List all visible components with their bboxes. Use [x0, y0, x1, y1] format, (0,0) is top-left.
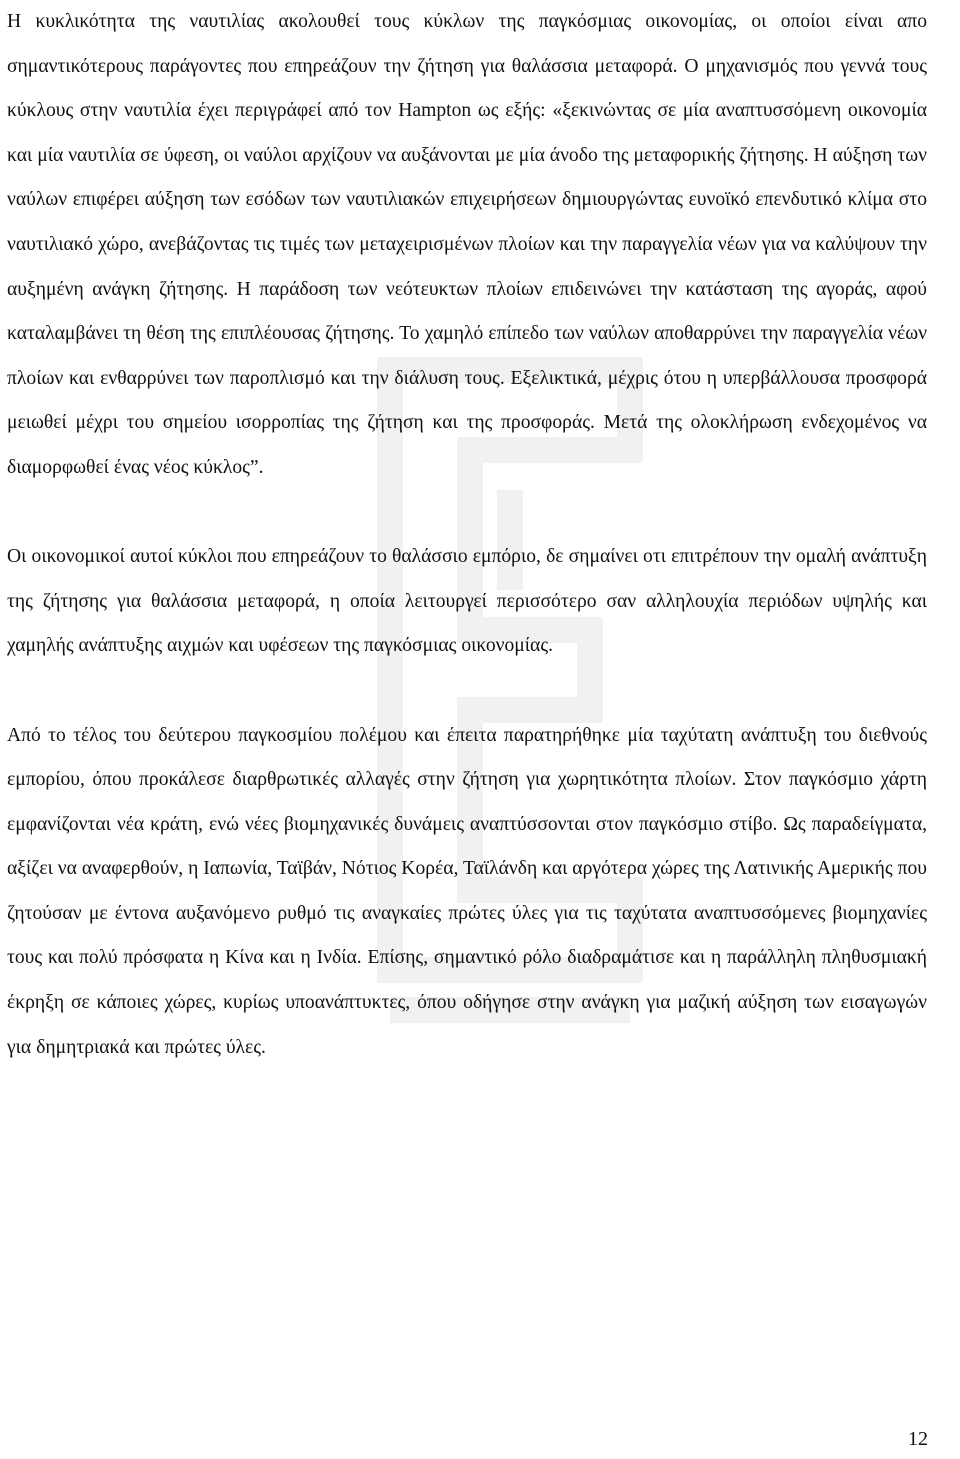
document-body: [7, 0, 927, 1070]
paragraph-economic-cycles: Οι οικονομικοί αυτοί κύκλοι που επηρεάζουν το θαλάσσιο εμπόριο, δε σημαίνει οτι επιτρέπουν την ομαλή ανάπτυξη της ζήτησης για θαλάσσια μεταφορά, η οποία λειτουργεί περισσότερο σαν αλληλουχία περιόδων υψηλής και χαμηλής ανάπτυξης αιχμών και υφέσεων της παγκόσμιας οικονομίας.: [7, 546, 927, 657]
paragraph-shipping-cycles: Η κυκλικότητα της ναυτιλίας ακολουθεί τους κύκλων της παγκόσμιας οικονομίας, οι οποίοι είναι απο σημαντικότερους παράγοντες που επηρεάζουν την ζήτηση για θαλάσσια μεταφορά. Ο μηχανισμός που γεννά τους κύκλους στην ναυτιλία έχει περιγράφεί από τον Hampton ως εξής: «ξεκινώντας σε μία αναπτυσσόμενη οικονομία και μία ναυτιλία σε ύφεση, οι ναύλοι αρχίζουν να αυξάνονται με μία άνοδο της μεταφορικής ζήτησης. Η αύξηση των ναύλων επιφέρει αύξηση των εσόδων των ναυτιλιακών επιχειρήσεων δημιουργώντας ευνοϊκό επενδυτικό κλίμα στο ναυτιλιακό χώρο, ανεβάζοντας τις τιμές των μεταχειρισμένων πλοίων και την παραγγελία νέων για να καλύψουν την αυξημένη ανάγκη ζήτησης. Η παράδοση των νεότευκτων πλοίων επιδεινώνει την κατάσταση της αγοράς, αφού καταλαμβάνει τη θέση της επιπλέουσας ζήτησης. Το χαμηλό επίπεδο των ναύλων αποθαρρύνει την παραγγελία νέων πλοίων και ενθαρρύνει των παροπλισμό και την διάλυση τους. Εξελικτικά, μέχρις ότου η υπερβάλλουσα προσφορά μειωθεί μέχρι του σημείου ισορροπίας της ζήτηση και της προσφοράς. Μετά της ολοκλήρωση ενδεχομένος να διαμορφωθεί ένας νέος κύκλος”.: [7, 11, 927, 478]
page-number: 12: [908, 1428, 928, 1450]
paragraph-post-war-trade: Από το τέλος του δεύτερου παγκοσμίου πολέμου και έπειτα παρατηρήθηκε μία ταχύτατη ανάπτυξη του διεθνούς εμπορίου, όπου προκάλεσε διαρθρωτικές αλλαγές στην ζήτηση για χωρητικότητα πλοίων. Στον παγκόσμιο χάρτη εμφανίζονται νέα κράτη, ενώ νέες βιομηχανικές δυνάμεις αναπτύσσονται στον παγκόσμιο στίβο. Ως παραδείγματα, αξίζει να αναφερθούν, η Ιαπωνία, Ταϊβάν, Νότιος Κορέα, Ταϊλάνδη και αργότερα χώρες της Λατινικής Αμερικής που ζητούσαν με έντονα αυξανόμενο ρυθμό τις αναγκαίες πρώτες ύλες για τις ταχύτατα αναπτυσσόμενες βιομηχανίες τους και πολύ πρόσφατα η Κίνα και η Ινδία. Επίσης, σημαντικό ρόλο διαδραμάτισε και η παράλληλη πληθυσμιακή έκρηξη σε κάποιες χώρες, κυρίως υποανάπτυκτες, όπου οδήγησε στην ανάγκη για μαζική αύξηση των εισαγωγών για δημητριακά και πρώτες ύλες.: [7, 724, 927, 1058]
